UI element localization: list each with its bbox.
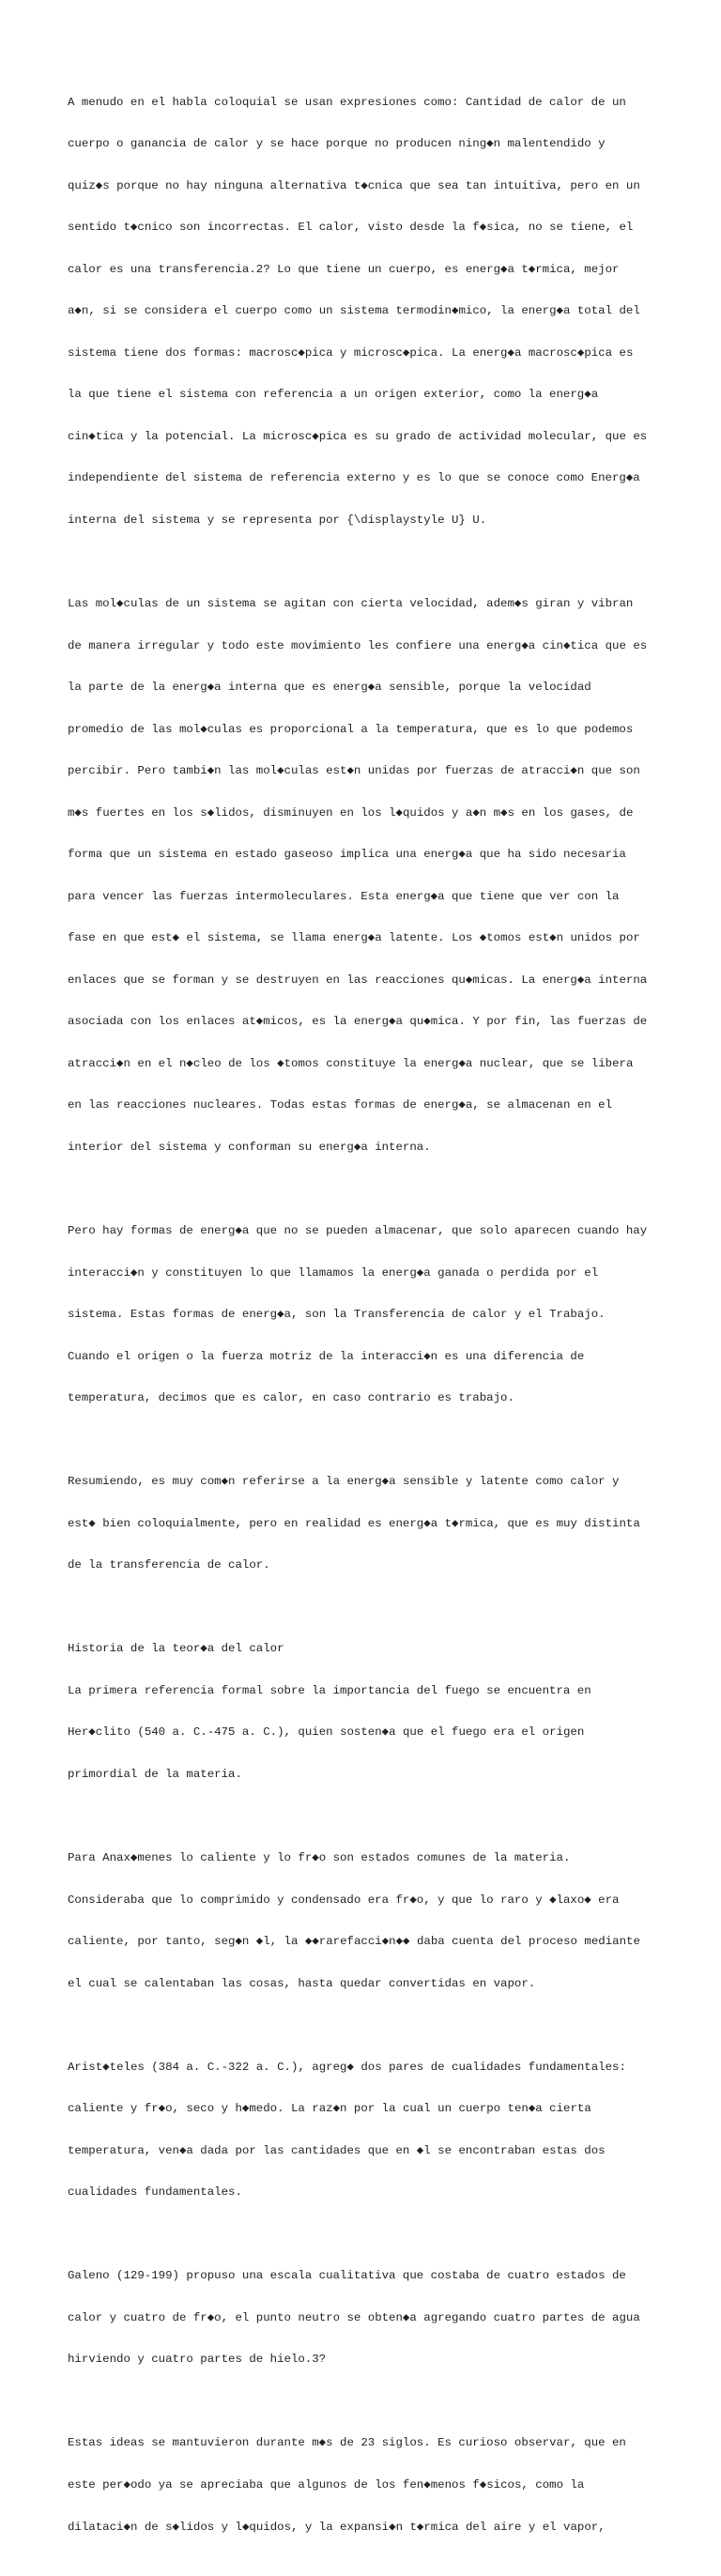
text-line: La primera referencia formal sobre la importancia del fuego se encuentra en: [68, 1683, 591, 1697]
text-line: est◆ bien coloquialmente, pero en realidad es energ◆a t◆rmica, que es muy distinta: [68, 1516, 640, 1530]
text-line: Her◆clito (540 a. C.-475 a. C.), quien sosten◆a que el fuego era el origen: [68, 1725, 585, 1740]
text-line: sentido t◆cnico son incorrectas. El calor, visto desde la f◆sica, no se tiene, el: [68, 221, 634, 235]
text-line: cualidades fundamentales.: [68, 2185, 242, 2200]
text-line: Resumiendo, es muy com◆n referirse a la energ◆a sensible y latente como calor y: [68, 1475, 620, 1489]
text-line: interior del sistema y conforman su energ◆a interna.: [68, 1140, 431, 1154]
paragraph-moleculas: [68, 569, 659, 1182]
document-page: [68, 68, 659, 2576]
text-line: percibir. Pero tambi◆n las mol◆culas est◆n unidas por fuerzas de atracci◆n que son: [68, 764, 640, 778]
text-line: fase en que est◆ el sistema, se llama energ◆a latente. Los ◆tomos est◆n unidos por: [68, 931, 640, 945]
text-line: temperatura, decimos que es calor, en caso contrario es trabajo.: [68, 1391, 514, 1405]
text-line: calor es una transferencia.2? Lo que tiene un cuerpo, es energ◆a t◆rmica, mejor: [68, 262, 620, 276]
text-line: independiente del sistema de referencia externo y es lo que se conoce como Energ◆a: [68, 471, 640, 485]
paragraph-anaximenes: [68, 1823, 659, 2018]
text-line: Pero hay formas de energ◆a que no se pueden almacenar, que solo aparecen cuando hay: [68, 1224, 648, 1238]
text-line: este per◆odo ya se apreciaba que algunos de los fen◆menos f◆sicos, como la: [68, 2477, 585, 2492]
text-line: Las mol◆culas de un sistema se agitan con cierta velocidad, adem◆s giran y vibran: [68, 597, 634, 611]
text-line: interacci◆n y constituyen lo que llamamos la energ◆a ganada o perdida por el: [68, 1265, 599, 1280]
text-line: caliente, por tanto, seg◆n ◆l, la ◆◆rarefacci◆n◆◆ daba cuenta del proceso mediante: [68, 1935, 640, 1949]
text-line: dilataci◆n de s◆lidos y l◆quidos, y la expansi◆n t◆rmica del aire y el vapor,: [68, 2520, 606, 2534]
text-line: quiz◆s porque no hay ninguna alternativa t◆cnica que sea tan intuitiva, pero en un: [68, 178, 640, 192]
text-line: hirviendo y cuatro partes de hielo.3?: [68, 2353, 327, 2367]
text-line: Galeno (129-199) propuso una escala cualitativa que costaba de cuatro estados de: [68, 2269, 626, 2283]
text-line: cuerpo o ganancia de calor y se hace porque no producen ning◆n malentendido y: [68, 137, 606, 151]
text-line: enlaces que se forman y se destruyen en las reacciones qu◆micas. La energ◆a interna: [68, 973, 648, 987]
text-line: primordial de la materia.: [68, 1767, 242, 1781]
paragraph-resumiendo: [68, 1448, 659, 1601]
text-line: Arist◆teles (384 a. C.-322 a. C.), agreg◆ dos pares de cualidades fundamentales:: [68, 2060, 626, 2074]
text-line: la que tiene el sistema con referencia a un origen exterior, como la energ◆a: [68, 388, 599, 402]
text-line: promedio de las mol◆culas es proporcional a la temperatura, que es lo que podemos: [68, 722, 634, 736]
text-line: a◆n, si se considera el cuerpo como un sistema termodin◆mico, la energ◆a total del: [68, 304, 640, 318]
text-line: en las reacciones nucleares. Todas estas formas de energ◆a, se almacenan en el: [68, 1098, 613, 1112]
text-line: caliente y fr◆o, seco y h◆medo. La raz◆n por la cual un cuerpo ten◆a cierta: [68, 2102, 591, 2116]
text-line: Estas ideas se mantuvieron durante m◆s de 23 siglos. Es curioso observar, que en: [68, 2436, 626, 2450]
text-line: asociada con los enlaces at◆micos, es la energ◆a qu◆mica. Y por fin, las fuerzas de: [68, 1015, 648, 1029]
text-line: atracci◆n en el n◆cleo de los ◆tomos constituye la energ◆a nuclear, que se libera: [68, 1056, 634, 1070]
text-line: Para Anax◆menes lo caliente y lo fr◆o son estados comunes de la materia.: [68, 1851, 571, 1864]
text-line: cin◆tica y la potencial. La microsc◆pica es su grado de actividad molecular, que es: [68, 429, 648, 443]
text-line: m◆s fuertes en los s◆lidos, disminuyen en los l◆quidos y a◆n m◆s en los gases, de: [68, 805, 634, 820]
paragraph-siglos: [68, 2409, 659, 2562]
text-line: el cual se calentaban las cosas, hasta quedar convertidas en vapor.: [68, 1976, 536, 1990]
text-line: de manera irregular y todo este movimiento les confiere una energ◆a cin◆tica que es: [68, 638, 648, 652]
text-line: sistema. Estas formas de energ◆a, son la Transferencia de calor y el Trabajo.: [68, 1308, 606, 1322]
section-heading: Historia de la teor◆a del calor: [68, 1642, 284, 1656]
text-line: Consideraba que lo comprimido y condensado era fr◆o, y que lo raro y ◆laxo◆ era: [68, 1893, 620, 1907]
text-line: temperatura, ven◆a dada por las cantidades que en ◆l se encontraban estas dos: [68, 2143, 606, 2157]
text-line: forma que un sistema en estado gaseoso implica una energ◆a que ha sido necesaria: [68, 848, 626, 862]
paragraph-aristoteles: [68, 2032, 659, 2228]
text-line: de la transferencia de calor.: [68, 1558, 270, 1572]
paragraph-formas-energia: [68, 1196, 659, 1433]
text-line: la parte de la energ◆a interna que es energ◆a sensible, porque la velocidad: [68, 681, 591, 695]
paragraph-energia-termica: [68, 68, 659, 556]
text-line: interna del sistema y se representa por {\displaystyle U} U.: [68, 514, 487, 527]
text-line: para vencer las fuerzas intermoleculares. Esta energ◆a que tiene que ver con la: [68, 889, 620, 903]
text-line: Cuando el origen o la fuerza motriz de la interacci◆n es una diferencia de: [68, 1349, 585, 1363]
text-line: sistema tiene dos formas: macrosc◆pica y microsc◆pica. La energ◆a macrosc◆pica es: [68, 345, 634, 360]
text-line: A menudo en el habla coloquial se usan expresiones como: Cantidad de calor de un: [68, 95, 626, 109]
paragraph-galeno: [68, 2242, 659, 2395]
text-line: calor y cuatro de fr◆o, el punto neutro se obten◆a agregando cuatro partes de agua: [68, 2310, 640, 2324]
paragraph-historia: [68, 1615, 659, 1810]
